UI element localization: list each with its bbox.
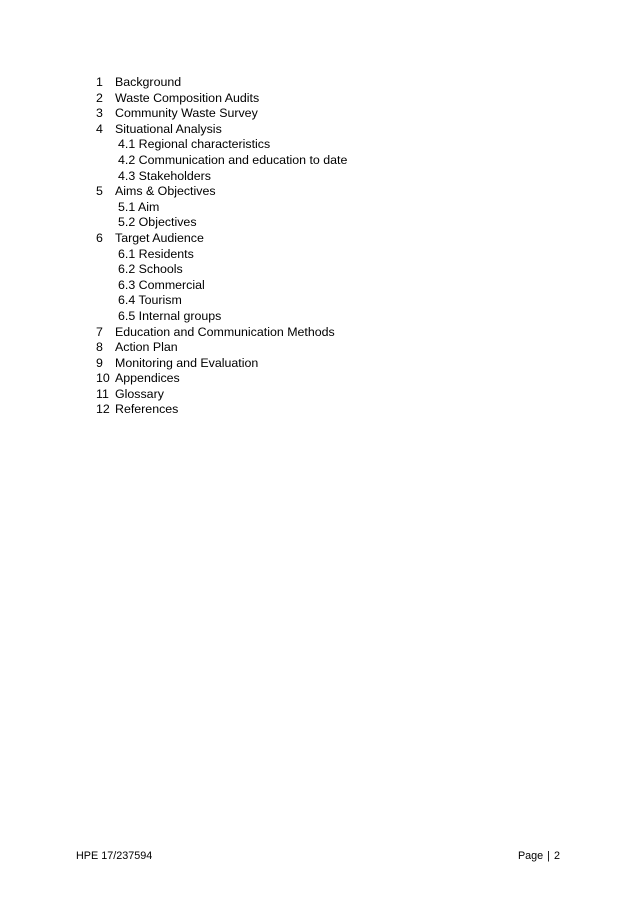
toc-section-entry: [96, 184, 516, 200]
footer-page-indicator: [518, 849, 560, 863]
toc-subsection-entry: [96, 278, 516, 294]
toc-subsection-entry: [96, 309, 516, 325]
toc-entry-title: Community Waste Survey: [115, 106, 258, 121]
toc-entry-title: 4.1 Regional characteristics: [118, 137, 271, 152]
toc-section-entry: [96, 231, 516, 247]
toc-entry-title: 6.1 Residents: [118, 246, 194, 261]
toc-entry-number: 6: [96, 230, 103, 245]
page-separator: |: [547, 850, 550, 862]
toc-section-entry: [96, 387, 516, 403]
toc-section-entry: [96, 91, 516, 107]
toc-subsection-entry: [96, 200, 516, 216]
toc-entry-title: 6.2 Schools: [118, 262, 183, 277]
toc-entry-number: 11: [96, 386, 109, 401]
toc-entry-number: 7: [96, 324, 103, 339]
toc-entry-title: 4.2 Communication and education to date: [118, 152, 348, 167]
toc-subsection-entry: [96, 247, 516, 263]
toc-entry-title: Situational Analysis: [115, 121, 222, 136]
toc-entry-title: 5.1 Aim: [118, 199, 160, 214]
toc-entry-number: 12: [96, 402, 110, 417]
toc-entry-number: 5: [96, 184, 103, 199]
toc-entry-title: Action Plan: [115, 340, 178, 355]
toc-entry-title: Education and Communication Methods: [115, 324, 335, 339]
toc-entry-number: 10: [96, 371, 110, 386]
toc-subsection-entry: [96, 153, 516, 169]
toc-entry-title: Monitoring and Evaluation: [115, 355, 259, 370]
toc-section-entry: [96, 122, 516, 138]
toc-section-entry: [96, 402, 516, 418]
toc-entry-title: 6.5 Internal groups: [118, 308, 222, 323]
toc-section-entry: [96, 371, 516, 387]
toc-entry-title: Waste Composition Audits: [115, 90, 260, 105]
toc-entry-title: Background: [115, 75, 182, 89]
toc-entry-title: 6.3 Commercial: [118, 277, 205, 292]
toc-section-entry: [96, 356, 516, 372]
table-of-contents: [96, 75, 516, 418]
toc-section-entry: [96, 325, 516, 341]
toc-section-entry: [96, 75, 516, 91]
toc-subsection-entry: [96, 137, 516, 153]
toc-entry-title: 4.3 Stakeholders: [118, 168, 211, 183]
toc-entry-number: 4: [96, 121, 103, 136]
toc-subsection-entry: [96, 169, 516, 185]
toc-entry-title: Appendices: [115, 371, 180, 386]
toc-subsection-entry: [96, 293, 516, 309]
toc-entry-title: Aims & Objectives: [115, 184, 216, 199]
toc-subsection-entry: [96, 262, 516, 278]
footer-document-reference: HPE 17/237594: [76, 850, 153, 862]
toc-section-entry: [96, 106, 516, 122]
toc-entry-number: 1: [96, 75, 103, 89]
toc-entry-number: 2: [96, 90, 103, 105]
page-label: Page: [517, 850, 544, 862]
toc-entry-title: Target Audience: [115, 230, 204, 245]
toc-entry-title: References: [115, 402, 179, 417]
toc-entry-number: 8: [96, 340, 103, 355]
toc-entry-title: 5.2 Objectives: [118, 215, 197, 230]
page-number: 2: [553, 850, 560, 862]
toc-entry-number: 3: [96, 106, 103, 121]
toc-entry-number: 9: [96, 355, 103, 370]
toc-entry-title: 6.4 Tourism: [118, 293, 182, 308]
toc-subsection-entry: [96, 215, 516, 231]
toc-entry-title: Glossary: [115, 386, 164, 401]
toc-section-entry: [96, 340, 516, 356]
